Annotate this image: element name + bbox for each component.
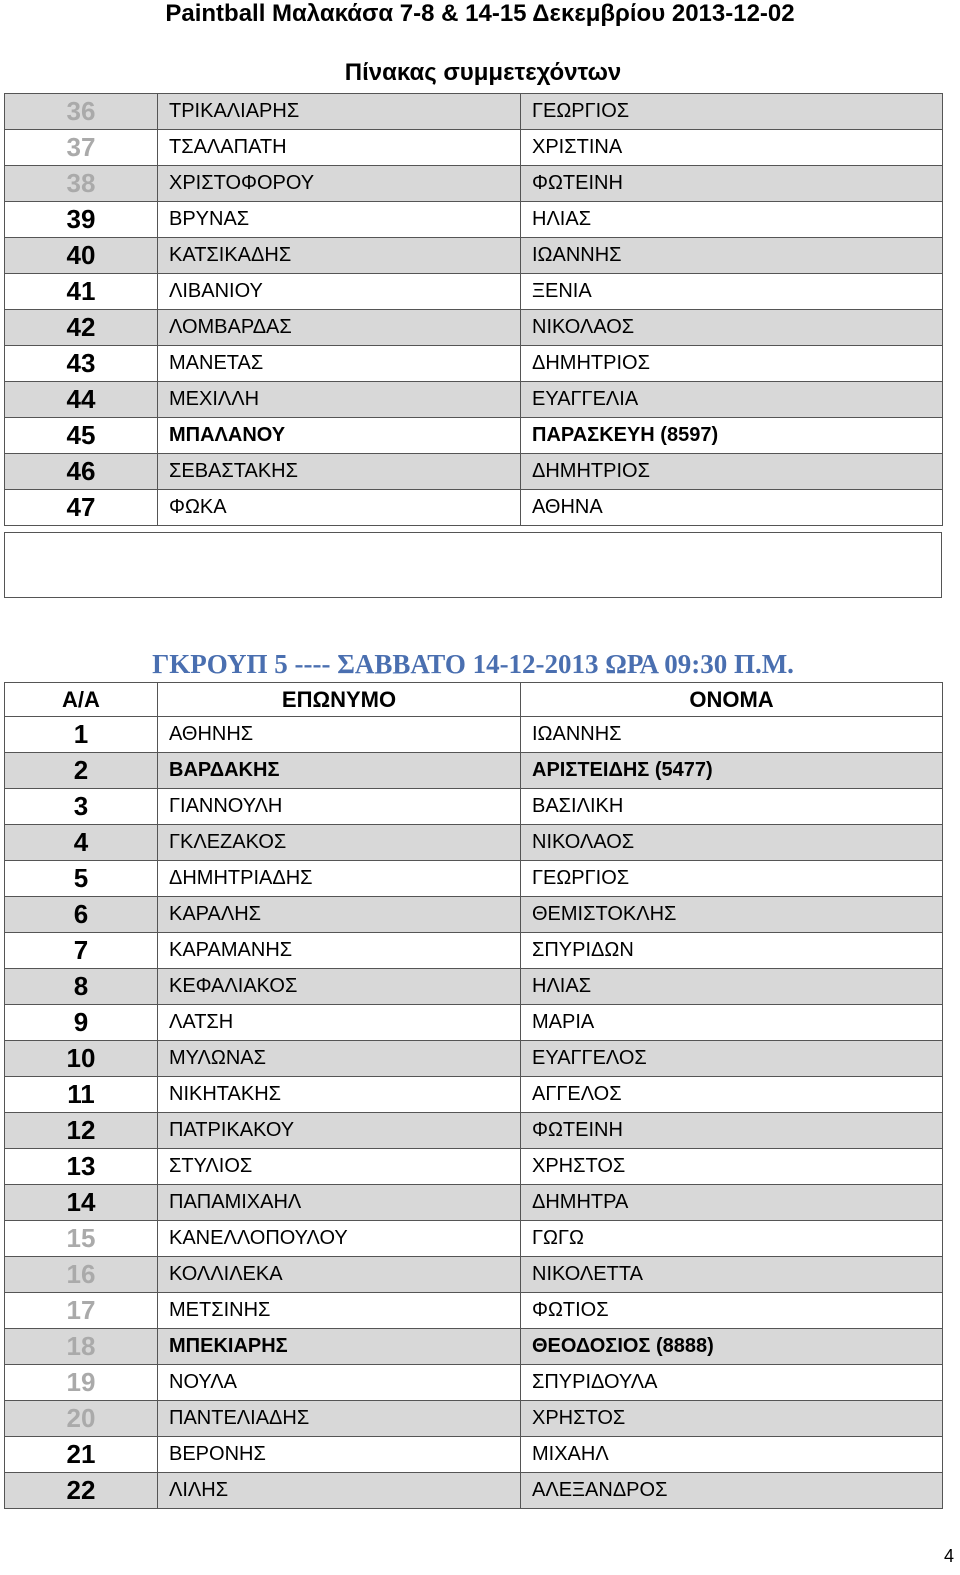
row-number: 2 [5,753,158,789]
table-row [5,1005,943,1041]
name-cell: ΓΩΓΩ [521,1221,943,1257]
name-cell: ΦΩΤΕΙΝΗ [521,1113,943,1149]
surname-cell: ΜΥΛΩΝΑΣ [158,1041,521,1077]
name-cell: ΙΩΑΝΝΗΣ [521,717,943,753]
table-row [5,1437,943,1473]
table-row [5,202,943,238]
row-number: 14 [5,1185,158,1221]
name-cell: ΜΑΡΙΑ [521,1005,943,1041]
row-number: 12 [5,1113,158,1149]
name-cell: ΔΗΜΗΤΡΑ [521,1185,943,1221]
table-row [5,490,943,526]
surname-cell: ΦΩΚΑ [158,490,521,526]
row-number: 36 [5,94,158,130]
table-row [5,274,943,310]
table-header-row [5,683,943,717]
table-row [5,1257,943,1293]
surname-cell: ΝΟΥΛΑ [158,1365,521,1401]
table-row [5,1221,943,1257]
surname-cell: ΤΣΑΛΑΠΑΤΗ [158,130,521,166]
name-cell: ΘΕΟΔΟΣΙΟΣ (8888) [521,1329,943,1365]
row-number: 6 [5,897,158,933]
name-cell: ΝΙΚΟΛΑΟΣ [521,310,943,346]
name-cell: ΒΑΣΙΛΙΚΗ [521,789,943,825]
table-row [5,382,943,418]
name-cell: ΠΑΡΑΣΚΕΥΗ (8597) [521,418,943,454]
participants-table-continued [4,93,943,526]
name-cell: ΧΡΙΣΤΙΝΑ [521,130,943,166]
table-row [5,310,943,346]
table-row [5,861,943,897]
surname-cell: ΝΙΚΗΤΑΚΗΣ [158,1077,521,1113]
name-cell: ΣΠΥΡΙΔΩΝ [521,933,943,969]
table-row [5,933,943,969]
surname-cell: ΜΠΕΚΙΑΡΗΣ [158,1329,521,1365]
surname-cell: ΠΑΤΡΙΚΑΚΟΥ [158,1113,521,1149]
surname-cell: ΜΕΤΣΙΝΗΣ [158,1293,521,1329]
surname-cell: ΚΑΡΑΜΑΝΗΣ [158,933,521,969]
name-cell: ΗΛΙΑΣ [521,969,943,1005]
surname-cell: ΓΚΛΕΖΑΚΟΣ [158,825,521,861]
surname-cell: ΜΠΑΛΑΝΟΥ [158,418,521,454]
name-cell: ΓΕΩΡΓΙΟΣ [521,94,943,130]
name-cell: ΙΩΑΝΝΗΣ [521,238,943,274]
row-number: 45 [5,418,158,454]
table-row [5,1149,943,1185]
table-row [5,346,943,382]
row-number: 9 [5,1005,158,1041]
surname-cell: ΚΑΡΑΛΗΣ [158,897,521,933]
table-row [5,825,943,861]
table-spacer [4,532,942,598]
name-cell: ΜΙΧΑΗΛ [521,1437,943,1473]
surname-cell: ΛΙΒΑΝΙΟΥ [158,274,521,310]
row-number: 8 [5,969,158,1005]
surname-cell: ΒΡΥΝΑΣ [158,202,521,238]
group-5-title: ΓΚΡΟΥΠ 5 ---- ΣΑΒΒΑΤΟ 14-12-2013 ΩΡΑ 09:30 Π.Μ. [152,649,794,679]
name-cell: ΑΘΗΝΑ [521,490,943,526]
name-cell: ΑΡΙΣΤΕΙΔΗΣ (5477) [521,753,943,789]
surname-cell: ΜΕΧΙΛΛΗ [158,382,521,418]
row-number: 13 [5,1149,158,1185]
row-number: 4 [5,825,158,861]
row-number: 47 [5,490,158,526]
table-row [5,1293,943,1329]
row-number: 7 [5,933,158,969]
table-row [5,1041,943,1077]
row-number: 40 [5,238,158,274]
surname-cell: ΧΡΙΣΤΟΦΟΡΟΥ [158,166,521,202]
surname-cell: ΠΑΠΑΜΙΧΑΗΛ [158,1185,521,1221]
name-cell: ΝΙΚΟΛΑΟΣ [521,825,943,861]
surname-cell: ΑΘΗΝΗΣ [158,717,521,753]
name-cell: ΣΠΥΡΙΔΟΥΛΑ [521,1365,943,1401]
name-cell: ΕΥΑΓΓΕΛΙΑ [521,382,943,418]
row-number: 11 [5,1077,158,1113]
table-row [5,897,943,933]
name-cell: ΦΩΤΕΙΝΗ [521,166,943,202]
page-number: 4 [943,1546,954,1566]
table-row [5,1077,943,1113]
surname-cell: ΤΡΙΚΑΛΙΑΡΗΣ [158,94,521,130]
row-number: 17 [5,1293,158,1329]
row-number: 1 [5,717,158,753]
surname-cell: ΓΙΑΝΝΟΥΛΗ [158,789,521,825]
surname-cell: ΒΕΡΟΝΗΣ [158,1437,521,1473]
surname-cell: ΣΤΥΛΙΟΣ [158,1149,521,1185]
surname-cell: ΚΕΦΑΛΙΑΚΟΣ [158,969,521,1005]
column-header-number: Α/Α [5,683,158,717]
row-number: 20 [5,1401,158,1437]
name-cell: ΑΓΓΕΛΟΣ [521,1077,943,1113]
table-row [5,1185,943,1221]
row-number: 44 [5,382,158,418]
table-row [5,1401,943,1437]
row-number: 5 [5,861,158,897]
name-cell: ΗΛΙΑΣ [521,202,943,238]
surname-cell: ΛΟΜΒΑΡΔΑΣ [158,310,521,346]
row-number: 38 [5,166,158,202]
name-cell: ΞΕΝΙΑ [521,274,943,310]
name-cell: ΔΗΜΗΤΡΙΟΣ [521,346,943,382]
table-row [5,753,943,789]
name-cell: ΦΩΤΙΟΣ [521,1293,943,1329]
table-row [5,1113,943,1149]
row-number: 46 [5,454,158,490]
surname-cell: ΚΟΛΛΙΛΕΚΑ [158,1257,521,1293]
row-number: 10 [5,1041,158,1077]
name-cell: ΧΡΗΣΤΟΣ [521,1401,943,1437]
table-row [5,1365,943,1401]
table-row [5,166,943,202]
column-header-name: ΟΝΟΜΑ [521,683,943,717]
table-row [5,717,943,753]
table-row [5,418,943,454]
row-number: 39 [5,202,158,238]
name-cell: ΑΛΕΞΑΝΔΡΟΣ [521,1473,943,1509]
row-number: 43 [5,346,158,382]
participants-heading: Πίνακας συμμετεχόντων [344,59,622,86]
row-number: 3 [5,789,158,825]
surname-cell: ΠΑΝΤΕΛΙΑΔΗΣ [158,1401,521,1437]
surname-cell: ΚΑΤΣΙΚΑΔΗΣ [158,238,521,274]
row-number: 18 [5,1329,158,1365]
row-number: 37 [5,130,158,166]
row-number: 19 [5,1365,158,1401]
surname-cell: ΣΕΒΑΣΤΑΚΗΣ [158,454,521,490]
row-number: 42 [5,310,158,346]
row-number: 22 [5,1473,158,1509]
name-cell: ΝΙΚΟΛΕΤΤΑ [521,1257,943,1293]
group-5-table [4,682,943,1509]
table-row [5,969,943,1005]
surname-cell: ΚΑΝΕΛΛΟΠΟΥΛΟΥ [158,1221,521,1257]
surname-cell: ΜΑΝΕΤΑΣ [158,346,521,382]
surname-cell: ΔΗΜΗΤΡΙΑΔΗΣ [158,861,521,897]
name-cell: ΘΕΜΙΣΤΟΚΛΗΣ [521,897,943,933]
surname-cell: ΒΑΡΔΑΚΗΣ [158,753,521,789]
table-row [5,130,943,166]
name-cell: ΕΥΑΓΓΕΛΟΣ [521,1041,943,1077]
column-header-surname: ΕΠΩΝΥΜΟ [158,683,521,717]
surname-cell: ΛΙΛΗΣ [158,1473,521,1509]
table-row [5,94,943,130]
table-row [5,1473,943,1509]
name-cell: ΓΕΩΡΓΙΟΣ [521,861,943,897]
name-cell: ΔΗΜΗΤΡΙΟΣ [521,454,943,490]
row-number: 16 [5,1257,158,1293]
row-number: 41 [5,274,158,310]
surname-cell: ΛΑΤΣΗ [158,1005,521,1041]
table-row [5,789,943,825]
row-number: 15 [5,1221,158,1257]
row-number: 21 [5,1437,158,1473]
table-row [5,1329,943,1365]
table-row [5,238,943,274]
table-row [5,454,943,490]
document-title: Paintball Μαλακάσα 7-8 & 14-15 Δεκεμβρίου 2013-12-02 [165,0,795,27]
name-cell: ΧΡΗΣΤΟΣ [521,1149,943,1185]
